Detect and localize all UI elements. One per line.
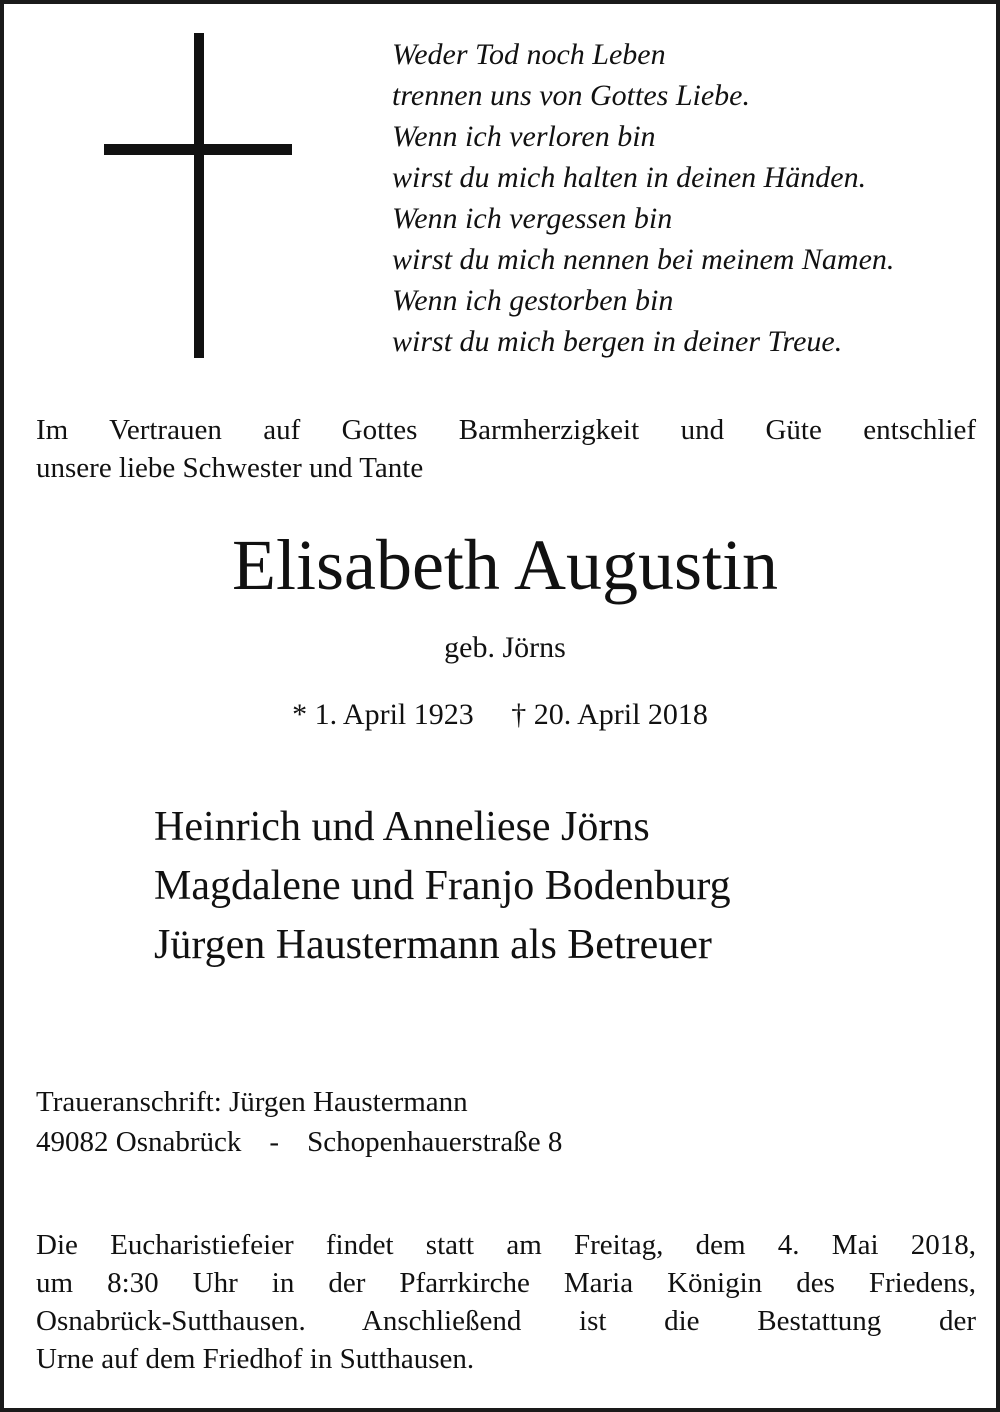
poem-line: trennen uns von Gottes Liebe. (392, 79, 750, 112)
cross-vertical-bar (194, 33, 204, 358)
intro-line: unsere liebe Schwester und Tante (36, 452, 424, 484)
address-separator: - (269, 1126, 280, 1158)
life-dates: * 1. April 1923 † 20. April 2018 (292, 698, 708, 731)
address-postcode-city: 49082 Osnabrück (36, 1126, 242, 1158)
bible-verse-poem (392, 34, 982, 362)
poem-line: Wenn ich gestorben bin (392, 284, 674, 317)
intro-text (36, 411, 976, 487)
poem-line: wirst du mich bergen in deiner Treue. (392, 325, 843, 358)
cross-horizontal-bar (104, 144, 292, 155)
address-location (36, 1122, 562, 1162)
service-line: Die Eucharistiefeier findet statt am Freitag, dem 4. Mai 2018, (36, 1229, 976, 1261)
poem-line: Wenn ich verloren bin (392, 120, 656, 153)
address-street: Schopenhauerstraße 8 (307, 1126, 563, 1158)
service-announcement (36, 1226, 976, 1378)
mourner-line: Jürgen Haustermann als Betreuer (154, 922, 712, 968)
service-line: Urne auf dem Friedhof in Sutthausen. (36, 1343, 475, 1375)
mourning-address (36, 1082, 562, 1162)
address-recipient: Traueranschrift: Jürgen Haustermann (36, 1086, 468, 1118)
poem-line: Weder Tod noch Leben (392, 38, 666, 71)
poem-line: wirst du mich halten in deinen Händen. (392, 161, 867, 194)
mourner-line: Heinrich und Anneliese Jörns (154, 804, 650, 850)
poem-line: Wenn ich vergessen bin (392, 202, 673, 235)
deceased-name: Elisabeth Augustin (232, 525, 778, 605)
intro-line: Im Vertrauen auf Gottes Barmherzigkeit und Güte entschlief (36, 414, 976, 446)
poem-line: wirst du mich nennen bei meinem Namen. (392, 243, 895, 276)
service-line: um 8:30 Uhr in der Pfarrkirche Maria Königin des Friedens, (36, 1267, 976, 1299)
maiden-name: geb. Jörns (444, 631, 566, 664)
mourner-line: Magdalene und Franjo Bodenburg (154, 863, 731, 909)
mourners-list (154, 798, 731, 975)
service-line: Osnabrück-Sutthausen. Anschließend ist die Bestattung der (36, 1305, 976, 1337)
